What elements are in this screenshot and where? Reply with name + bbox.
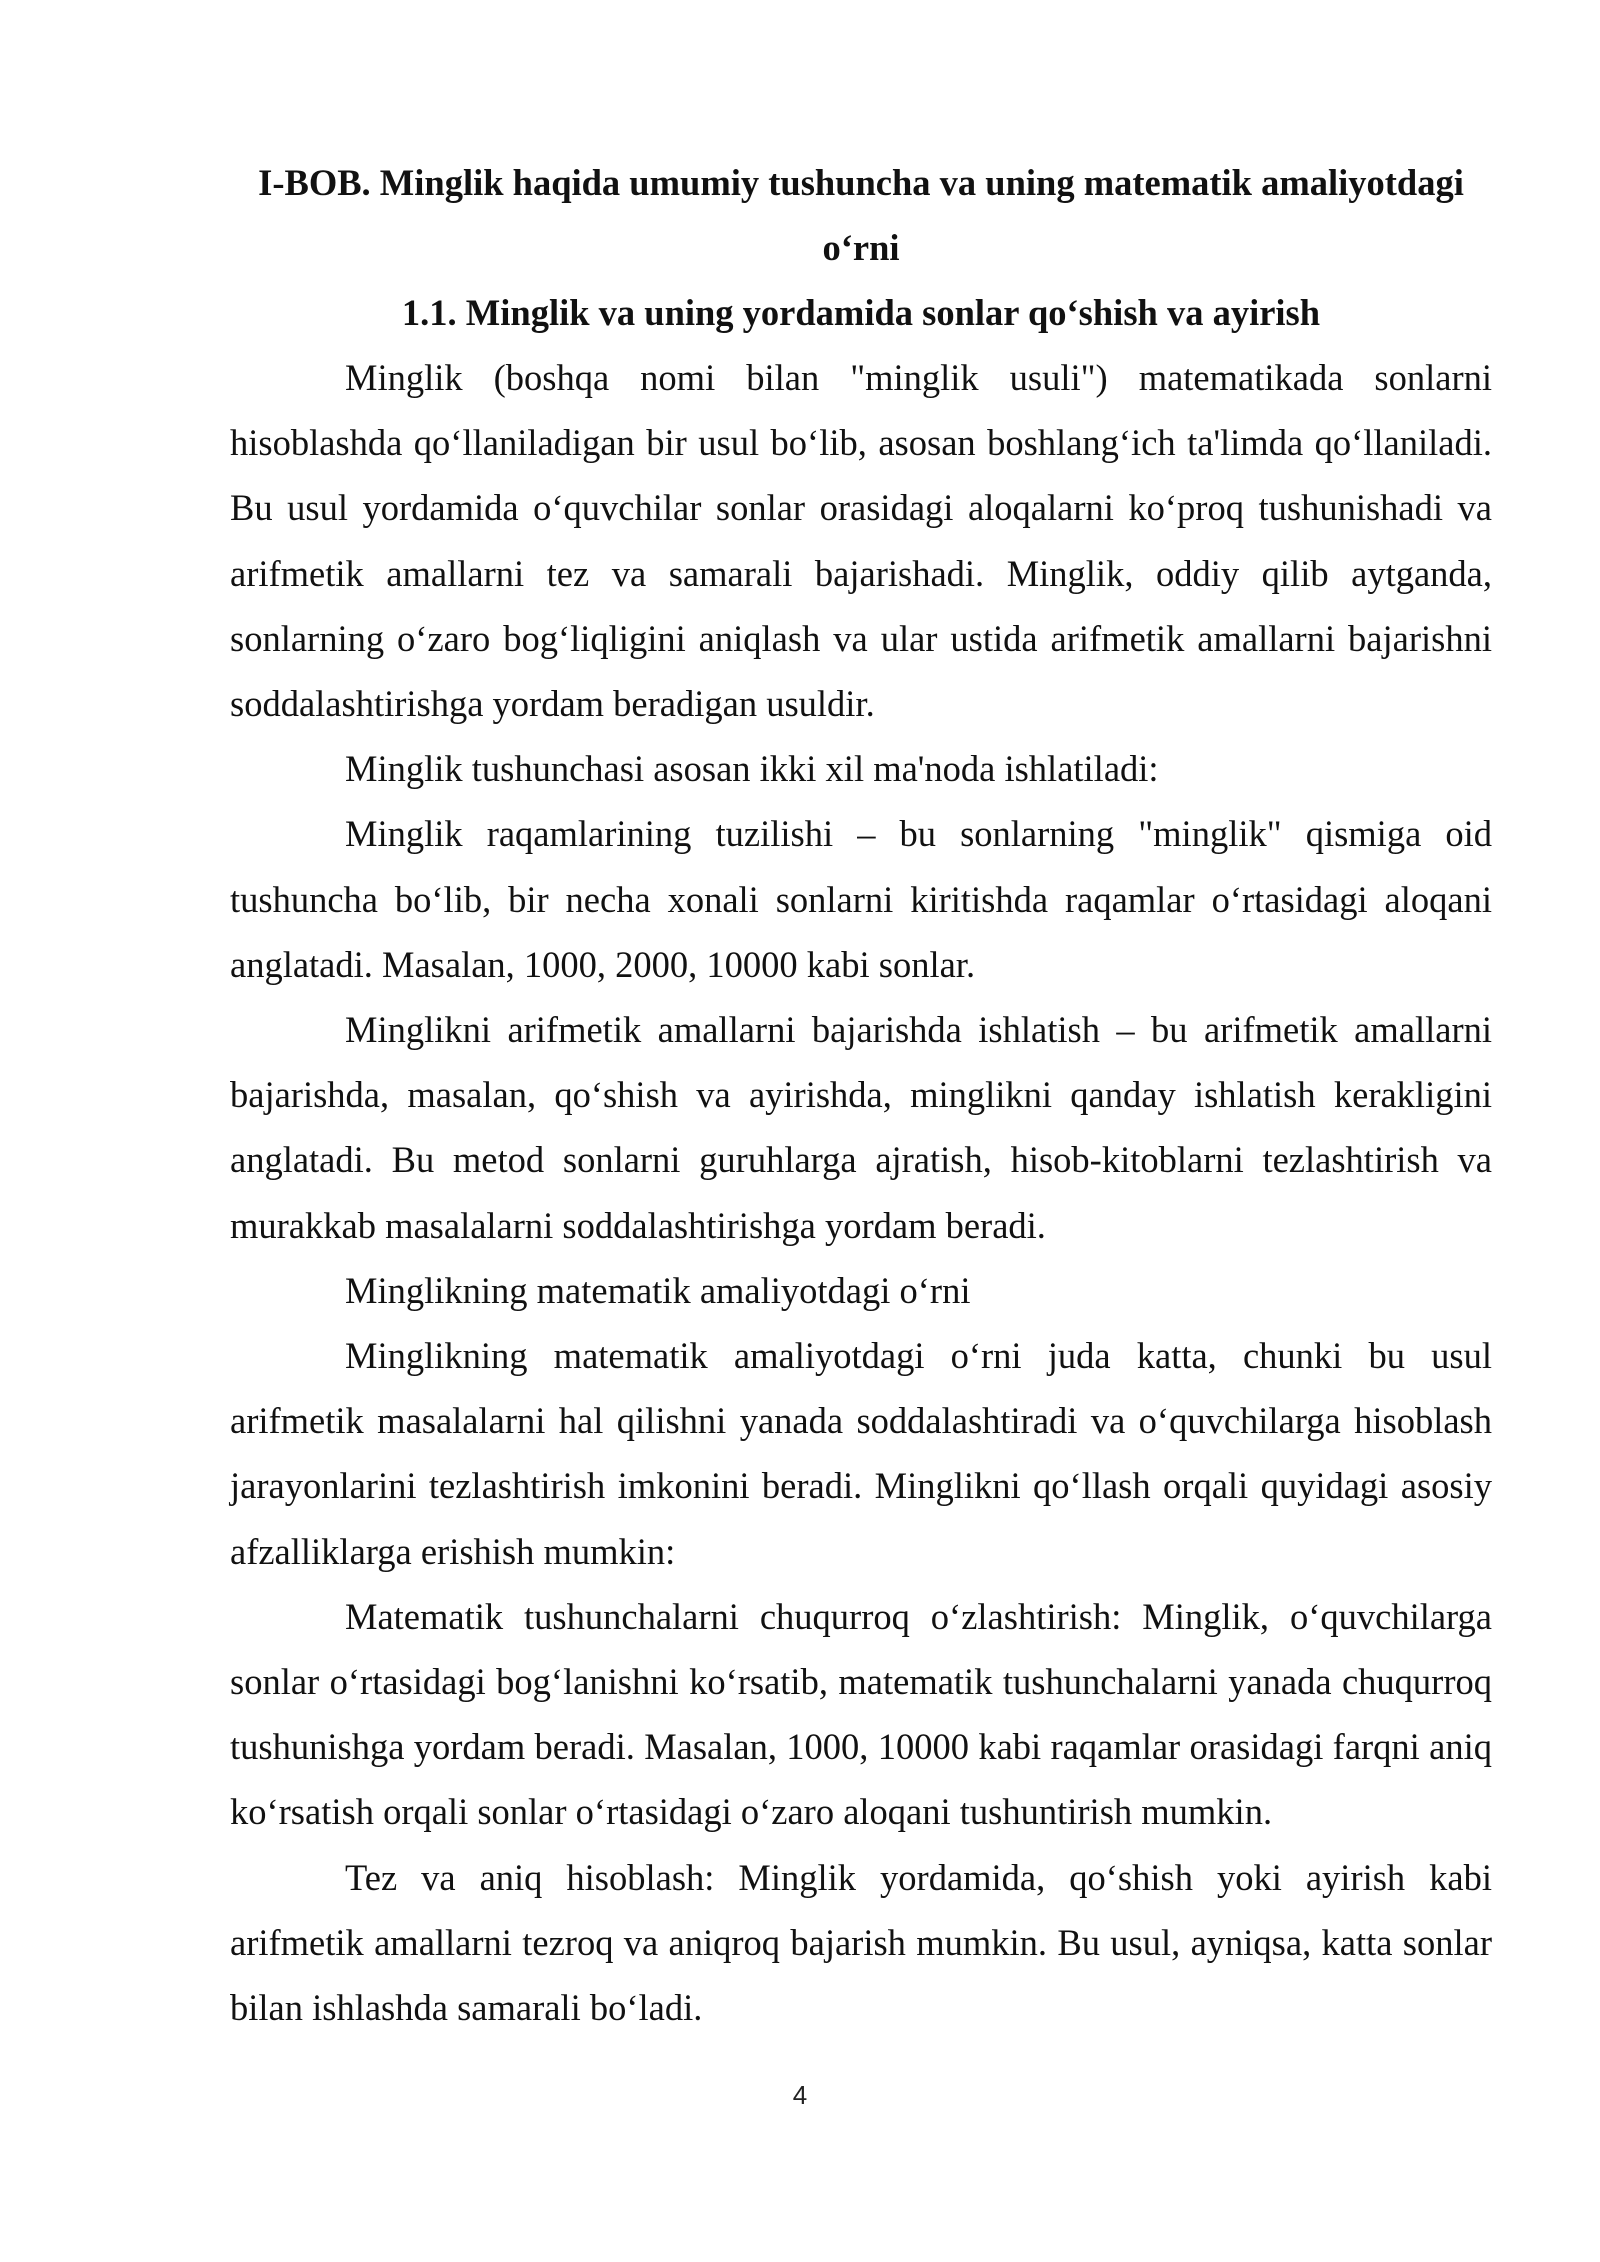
paragraph: Tez va aniq hisoblash: Minglik yordamida, qo‘shish yoki ayirish kabi arifmetik amallarni tezroq va aniqroq bajarish mumkin. Bu usul, ayniqsa, katta sonlar bilan ishlashda samarali bo‘ladi. (230, 1856, 1492, 2029)
paragraph: Minglikni arifmetik amallarni bajarishda ishlatish – bu arifmetik amallarni bajarishda, masalan, qo‘shish va ayirishda, minglikni qanday ishlatish kerakligini anglatadi. Bu metod sonlarni guruhlarga ajratish, hisob-kitoblarni tezlashtirish va murakkab masalalarni soddalashtirishga yordam beradi. (230, 1009, 1492, 1246)
page-number: 4 (792, 2080, 808, 2110)
paragraph: Minglik (boshqa nomi bilan "minglik usuli") matematikada sonlarni hisoblashda qo‘llaniladigan bir usul bo‘lib, asosan boshlang‘ich ta'limda qo‘llaniladi. Bu usul yordamida o‘quvchilar sonlar orasidagi aloqalarni ko‘proq tushunishadi va arifmetik amallarni tez va samarali bajarishadi. Minglik, oddiy qilib aytganda, sonlarning o‘zaro bog‘liqligini aniqlash va ular ustida arifmetik amallarni bajarishni soddalashtirishga yordam beradigan usuldir. (230, 357, 1492, 725)
paragraph: Minglik tushunchasi asosan ikki xil ma'noda ishlatiladi: (345, 748, 1159, 790)
paragraph: Minglik raqamlarining tuzilishi – bu sonlarning "minglik" qismiga oid tushuncha bo‘lib, bir necha xonali sonlarni kiritishda raqamlar o‘rtasidagi aloqani anglatadi. Masalan, 1000, 2000, 10000 kabi sonlar. (230, 813, 1492, 985)
chapter-title: I-BOB. Minglik haqida umumiy tushuncha va uning matematik amaliyotdagi o‘rni (258, 162, 1464, 268)
paragraph: Minglikning matematik amaliyotdagi o‘rni juda katta, chunki bu usul arifmetik masalalarni hal qilishni yanada soddalashtiradi va o‘quvchilarga hisoblash jarayonlarini tezlashtirish imkonini beradi. Minglikni qo‘llash orqali quyidagi asosiy afzalliklarga erishish mumkin: (230, 1335, 1492, 1572)
section-title: 1.1. Minglik va uning yordamida sonlar qo‘shish va ayirish (401, 292, 1321, 333)
paragraph: Matematik tushunchalarni chuqurroq o‘zlashtirish: Minglik, o‘quvchilarga sonlar o‘rtasidagi bog‘lanishni ko‘rsatib, matematik tushunchalarni yanada chuqurroq tushunishga yordam beradi. Masalan, 1000, 10000 kabi raqamlar orasidagi farqni aniq ko‘rsatish orqali sonlar o‘rtasidagi o‘zaro aloqani tushuntirish mumkin. (230, 1595, 1492, 1833)
page-content (230, 150, 1492, 2040)
subheading-paragraph: Minglikning matematik amaliyotdagi o‘rni (345, 1269, 971, 1311)
